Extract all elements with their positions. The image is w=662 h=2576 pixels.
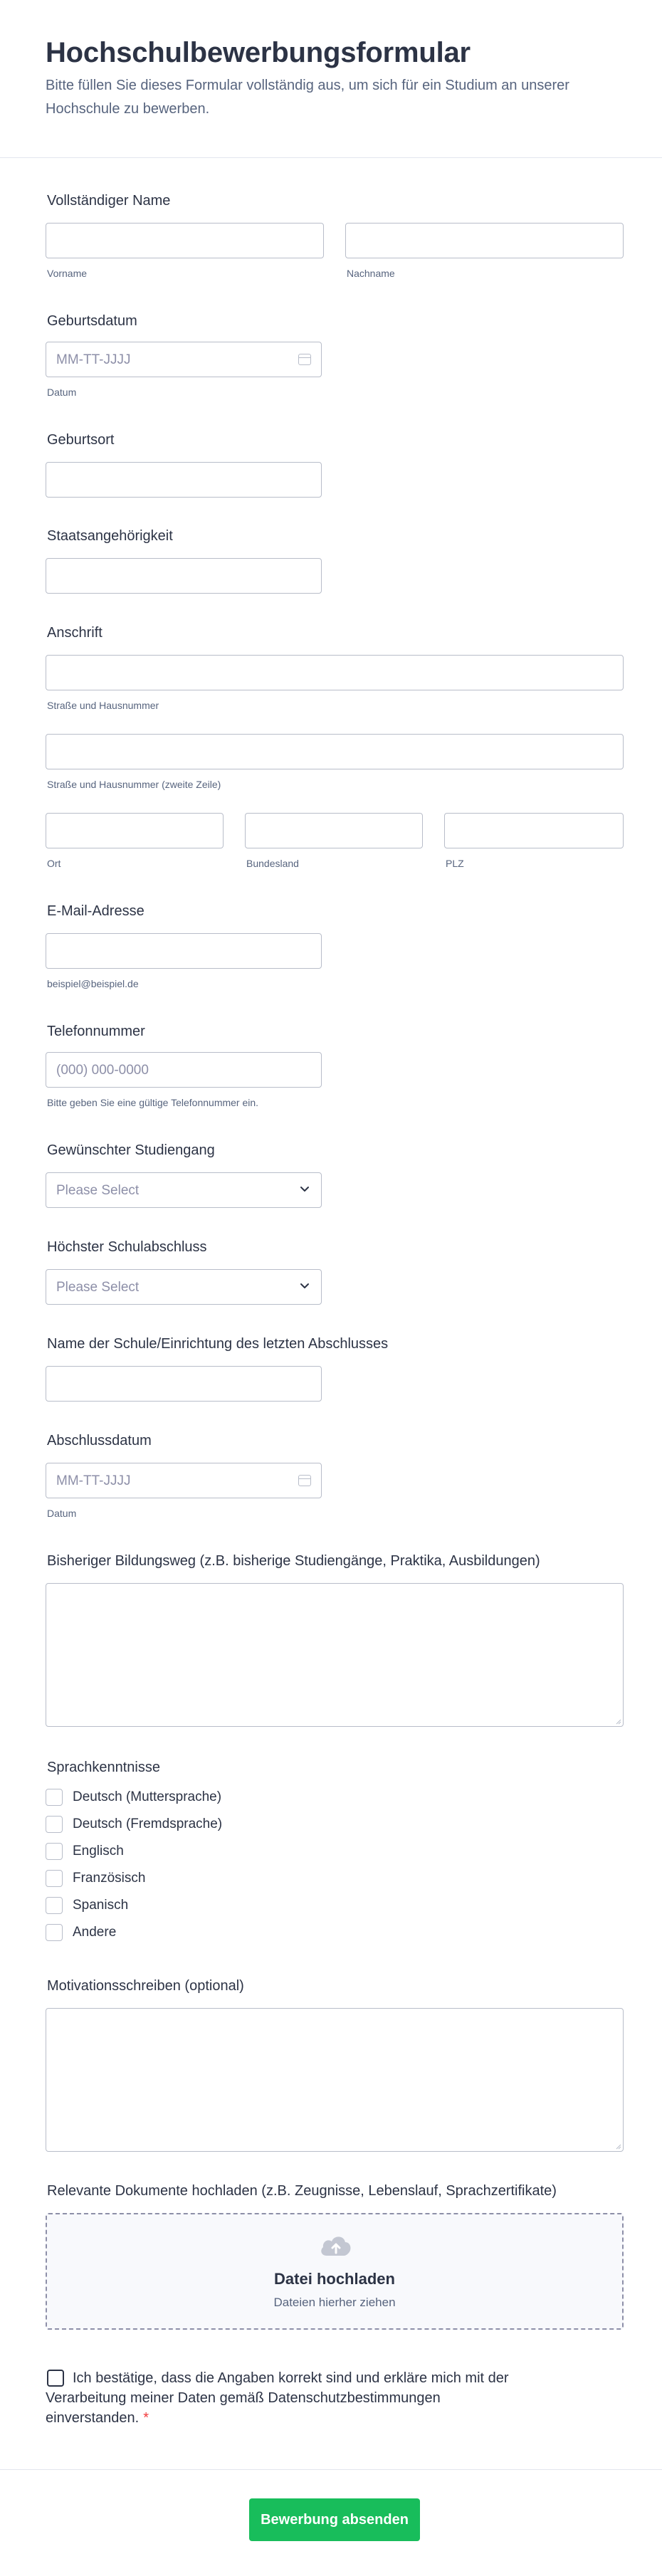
- phone-sublabel: Bitte geben Sie eine gültige Telefonnummer ein.: [47, 1097, 259, 1108]
- checkbox[interactable]: [46, 1843, 63, 1860]
- form-header: [0, 0, 662, 158]
- graduation-date-input[interactable]: [46, 1463, 322, 1498]
- calendar-icon[interactable]: [298, 1475, 311, 1486]
- birthplace-label: Geburtsort: [47, 432, 115, 448]
- education-label: Bisheriger Bildungsweg (z.B. bisherige Studiengänge, Praktika, Ausbildungen): [47, 1553, 540, 1569]
- phone-input[interactable]: [46, 1052, 322, 1088]
- education-textarea[interactable]: [46, 1583, 624, 1727]
- chevron-down-icon: [298, 1182, 311, 1195]
- birthdate-input[interactable]: [46, 342, 322, 377]
- graduation-placeholder: MM-TT-JJJJ: [56, 1473, 131, 1488]
- name-label: Vollständiger Name: [47, 193, 171, 209]
- last-name-sublabel: Nachname: [347, 268, 395, 279]
- state-input[interactable]: [245, 813, 423, 848]
- state-sublabel: Bundesland: [246, 858, 299, 869]
- first-name-input[interactable]: [46, 223, 324, 258]
- zip-sublabel: PLZ: [446, 858, 464, 869]
- program-select[interactable]: [46, 1172, 322, 1208]
- street2-sublabel: Straße und Hausnummer (zweite Zeile): [47, 779, 221, 790]
- birthdate-sublabel: Datum: [47, 387, 77, 398]
- program-label: Gewünschter Studiengang: [47, 1142, 215, 1158]
- file-upload-dropzone[interactable]: [46, 2213, 624, 2330]
- language-option[interactable]: Englisch: [46, 1842, 124, 1861]
- birthdate-placeholder: MM-TT-JJJJ: [56, 352, 131, 367]
- city-sublabel: Ort: [47, 858, 61, 869]
- school-label: Name der Schule/Einrichtung des letzten Abschlusses: [47, 1336, 389, 1352]
- checkbox[interactable]: [46, 1897, 63, 1914]
- form-footer: [0, 2469, 662, 2576]
- phone-placeholder: (000) 000-0000: [56, 1063, 149, 1078]
- language-option[interactable]: Französisch: [46, 1869, 145, 1888]
- street-sublabel: Straße und Hausnummer: [47, 700, 159, 711]
- email-label: E-Mail-Adresse: [47, 903, 145, 919]
- consent-field[interactable]: [46, 2368, 544, 2428]
- chevron-down-icon: [298, 1279, 311, 1292]
- phone-label: Telefonnummer: [47, 1024, 145, 1039]
- email-sublabel: beispiel@beispiel.de: [47, 978, 139, 989]
- languages-label: Sprachkenntnisse: [47, 1760, 160, 1775]
- calendar-icon[interactable]: [298, 354, 311, 365]
- checkbox[interactable]: [46, 1870, 63, 1887]
- cloud-upload-icon: [318, 2231, 354, 2260]
- checkbox[interactable]: [46, 1924, 63, 1941]
- motivation-textarea[interactable]: [46, 2008, 624, 2152]
- language-option[interactable]: Spanisch: [46, 1896, 128, 1915]
- address-label: Anschrift: [47, 625, 103, 641]
- email-input[interactable]: [46, 933, 322, 969]
- consent-text: Ich bestätige, dass die Angaben korrekt sind und erkläre mich mit der Verarbeitung meiner Daten gemäß Datenschutzbestimmungen einverstanden. *: [46, 2370, 509, 2426]
- program-select-value: Please Select: [56, 1183, 140, 1198]
- graduation-label: Abschlussdatum: [47, 1433, 152, 1449]
- resize-grip-icon[interactable]: [614, 2143, 621, 2150]
- required-marker: *: [143, 2410, 149, 2426]
- motivation-label: Motivationsschreiben (optional): [47, 1978, 244, 1994]
- nationality-label: Staatsangehörigkeit: [47, 528, 173, 544]
- upload-subtitle: Dateien hierher ziehen: [273, 2296, 396, 2309]
- nationality-input[interactable]: [46, 558, 322, 594]
- page-title: Hochschulbewerbungsformular: [46, 37, 471, 68]
- page-description: Bitte füllen Sie dieses Formular vollständig aus, um sich für ein Studium an unserer Hochschule zu bewerben.: [46, 78, 569, 117]
- upload-title: Datei hochladen: [274, 2270, 395, 2288]
- graduation-sublabel: Datum: [47, 1508, 77, 1519]
- birthplace-input[interactable]: [46, 462, 322, 498]
- checkbox[interactable]: [46, 1789, 63, 1806]
- birthdate-label: Geburtsdatum: [47, 313, 137, 329]
- street2-input[interactable]: [46, 734, 624, 769]
- street-input[interactable]: [46, 655, 624, 690]
- submit-button[interactable]: Bewerbung absenden: [249, 2498, 420, 2541]
- consent-checkbox[interactable]: [47, 2370, 64, 2387]
- first-name-sublabel: Vorname: [47, 268, 88, 279]
- language-option[interactable]: Deutsch (Fremdsprache): [46, 1815, 222, 1834]
- degree-label: Höchster Schulabschluss: [47, 1239, 207, 1255]
- language-option[interactable]: Deutsch (Muttersprache): [46, 1788, 221, 1807]
- last-name-input[interactable]: [345, 223, 624, 258]
- zip-input[interactable]: [444, 813, 624, 848]
- city-input[interactable]: [46, 813, 224, 848]
- checkbox[interactable]: [46, 1816, 63, 1833]
- resize-grip-icon[interactable]: [614, 1718, 621, 1725]
- degree-select-value: Please Select: [56, 1280, 140, 1295]
- degree-select[interactable]: [46, 1269, 322, 1305]
- documents-label: Relevante Dokumente hochladen (z.B. Zeugnisse, Lebenslauf, Sprachzertifikate): [47, 2183, 557, 2199]
- school-input[interactable]: [46, 1366, 322, 1402]
- language-option[interactable]: Andere: [46, 1923, 116, 1942]
